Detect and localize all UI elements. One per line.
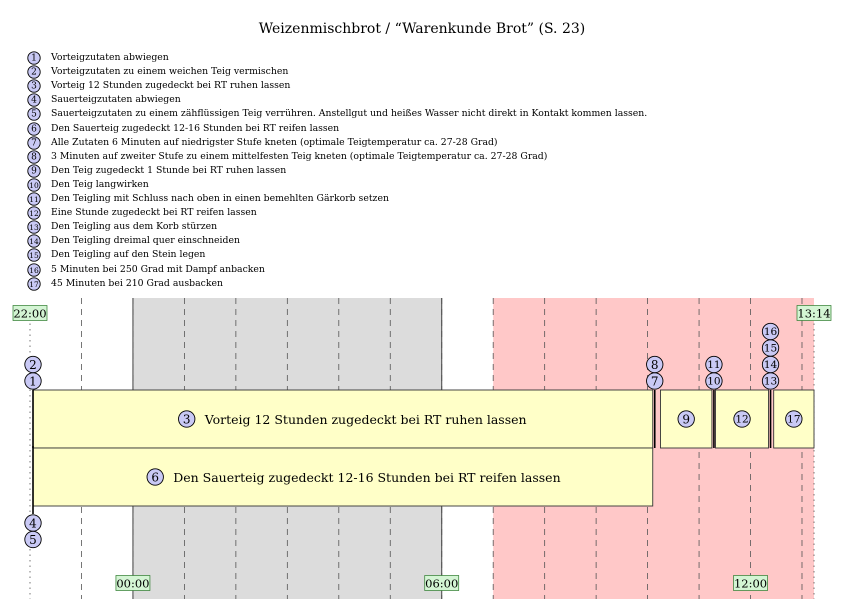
step-marker-number: 9	[682, 412, 691, 427]
time-label: 22:00	[13, 306, 47, 321]
svg-text:5: 5	[31, 109, 37, 120]
step-marker-number: 8	[650, 358, 659, 372]
svg-text:13: 13	[29, 223, 39, 233]
step-text: Sauerteigzutaten abwiegen	[51, 94, 181, 106]
step-marker-number: 3	[182, 412, 191, 427]
svg-text:15: 15	[29, 251, 39, 261]
svg-text:1: 1	[31, 53, 37, 64]
step-text: Den Teigling mit Schluss nach oben in einen bemehlten Gärkorb setzen	[51, 193, 389, 204]
step-text: 3 Minuten auf zweiter Stufe zu einem mittelfesten Teig kneten (optimale Teigtemperatur ca. 27-28 Grad)	[51, 150, 548, 162]
bar-label: Den Sauerteig zugedeckt 12-16 Stunden bei RT reifen lassen	[173, 470, 561, 485]
svg-text:17: 17	[29, 279, 39, 289]
step-text: Den Sauerteig zugedeckt 12-16 Stunden bei RT reifen lassen	[51, 122, 340, 134]
time-label: 13:14	[797, 306, 831, 321]
step-text: Alle Zutaten 6 Minuten auf niedrigster Stufe kneten (optimale Teigtemperatur ca. 27-28 Grad)	[51, 136, 498, 148]
step-marker-number: 13	[763, 375, 778, 388]
step-marker-number: 10	[707, 375, 721, 388]
step-text: Eine Stunde zugedeckt bei RT reifen lassen	[51, 207, 257, 219]
step-marker-number: 5	[29, 533, 37, 547]
step-text: Den Teig langwirken	[51, 178, 149, 190]
svg-text:4: 4	[31, 95, 37, 106]
svg-text:14: 14	[29, 237, 39, 247]
svg-text:6: 6	[31, 123, 37, 134]
step-text: Vorteig 12 Stunden zugedeckt bei RT ruhen lassen	[51, 80, 291, 92]
page-title: Weizenmischbrot / “Warenkunde Brot” (S. 23)	[258, 21, 586, 37]
step-text: Den Teigling aus dem Korb stürzen	[51, 221, 218, 233]
bar-label: Vorteig 12 Stunden zugedeckt bei RT ruhen lassen	[204, 412, 527, 427]
step-marker-number: 12	[735, 413, 749, 426]
step-text: Vorteigzutaten abwiegen	[51, 52, 169, 63]
step-marker-number: 14	[763, 359, 778, 371]
step-text: Sauerteigzutaten zu einem zähflüssigen Teig verrühren. Anstellgut und heißes Wasser nicht direkt in Kontakt kommen lassen.	[51, 108, 648, 120]
step-text: Den Teigling auf den Stein legen	[51, 249, 206, 261]
step-marker-number: 7	[650, 374, 659, 389]
svg-text:16: 16	[29, 265, 39, 275]
svg-text:11: 11	[29, 194, 39, 204]
svg-text:12: 12	[29, 208, 39, 218]
step-marker-number: 1	[29, 374, 37, 389]
step-text: 5 Minuten bei 250 Grad mit Dampf anbacken	[51, 263, 265, 275]
step-marker-number: 4	[29, 516, 37, 531]
step-marker-number: 6	[151, 470, 160, 485]
svg-text:2: 2	[31, 67, 37, 78]
step-text: 45 Minuten bei 210 Grad ausbacken	[51, 277, 223, 289]
step-marker-number: 15	[763, 342, 778, 355]
step-marker-number: 17	[787, 413, 801, 426]
svg-text:7: 7	[31, 137, 37, 148]
time-label: 12:00	[733, 576, 768, 591]
time-label: 06:00	[425, 576, 459, 591]
step-marker-number: 11	[707, 359, 721, 371]
svg-text:8: 8	[31, 152, 37, 163]
svg-text:10: 10	[29, 180, 39, 190]
svg-text:9: 9	[31, 166, 37, 177]
svg-text:3: 3	[31, 81, 37, 92]
step-text: Vorteigzutaten zu einem weichen Teig vermischen	[51, 66, 289, 78]
step-marker-number: 2	[29, 358, 37, 372]
time-label: 00:00	[116, 576, 150, 591]
step-marker-number: 16	[763, 326, 778, 338]
step-text: Den Teigling dreimal quer einschneiden	[51, 235, 240, 247]
step-text: Den Teig zugedeckt 1 Stunde bei RT ruhen lassen	[51, 164, 287, 176]
